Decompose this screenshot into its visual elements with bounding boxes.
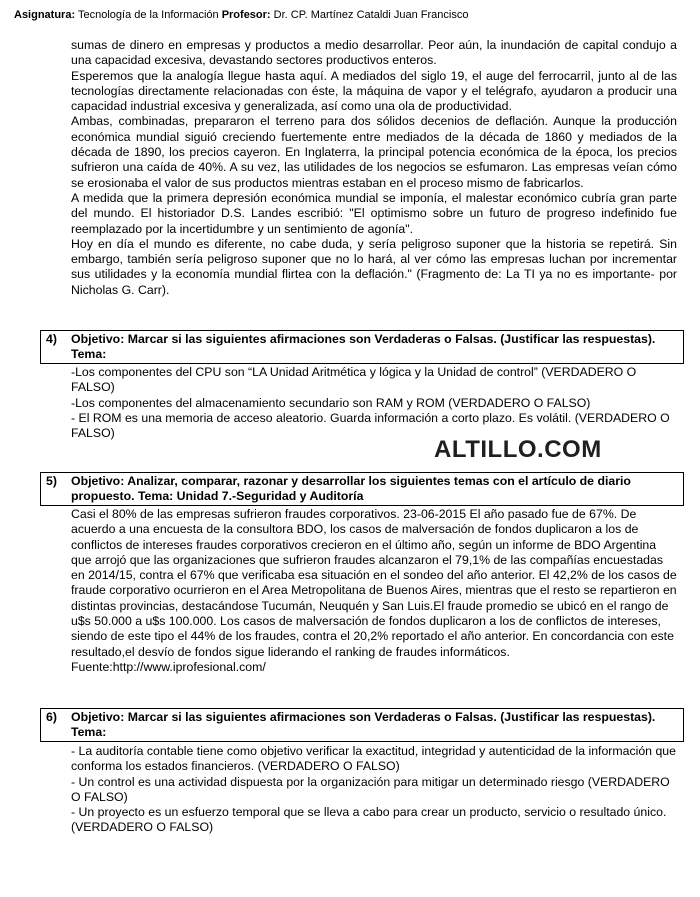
question-title: Objetivo: Marcar si las siguientes afirmaciones son Verdaderas o Falsas. (Justificar las respuestas). Tema: xyxy=(71,710,656,740)
subject-value: Tecnología de la Información xyxy=(75,9,222,21)
question-title: Objetivo: Marcar si las siguientes afirmaciones son Verdaderas o Falsas. (Justificar las respuestas). Tema: xyxy=(71,332,656,362)
question-title: Objetivo: Analizar, comparar, razonar y desarrollar los siguientes temas con el artículo de diario propuesto. Tema: Unidad 7.-Seguridad y Auditoría xyxy=(71,474,631,504)
question-number: 6) xyxy=(46,710,57,724)
passage-paragraph: sumas de dinero en empresas y productos a medio desarrollar. Peor aún, la inundación de capital condujo a una capacidad excesiva, devastando sectores productivos enteros. xyxy=(71,38,677,68)
question-4-header xyxy=(40,330,684,364)
passage-paragraph: Ambas, combinadas, prepararon el terreno para dos sólidos decenios de deflación. Aunque la producción económica mundial siguió creciendo fuertemente entre mediados de la década de 1860 y mediados de la década de 1890, los precios cayeron. En Inglaterra, la principal potencia económica de la época, los precios sufrieron una caída de 40%. A su vez, las utilidades de los negocios se esfumaron. Las empresas veían cómo se erosionaba el valor de sus productos mientras estaban en el proceso mismo de fabricarlos. xyxy=(71,114,677,190)
article-source: Fuente:http://www.iprofesional.com/ xyxy=(71,659,266,674)
statement-item: -Los componentes del almacenamiento secundario son RAM y ROM (VERDADERO O FALSO) xyxy=(71,395,591,410)
statement-item: - La auditoría contable tiene como objetivo verificar la exactitud, integridad y autenticidad de la información que conforma los estados financieros. (VERDADERO O FALSO) xyxy=(71,744,676,774)
subject-label: Asignatura: xyxy=(14,9,76,21)
document-header xyxy=(14,9,468,21)
reading-passage xyxy=(71,38,677,298)
question-6-header xyxy=(40,708,684,742)
question-number: 4) xyxy=(46,332,57,346)
passage-paragraph: A medida que la primera depresión económica mundial se imponía, el malestar económico cubría gran parte del mundo. El historiador D.S. Landes escribió: "El optimismo sobre un futuro de progreso indefinido fue reemplazado por la incertidumbre y un sentimiento de agonía". xyxy=(71,190,677,236)
question-5-article xyxy=(71,507,677,675)
question-5-header xyxy=(40,472,684,506)
article-body: Casi el 80% de las empresas sufrieron fraudes corporativos. 23-06-2015 El año pasado fue de 67%. De acuerdo a una encuesta de la consultora BDO, los casos de malversación de fondos duplicaron a los de conflictos de intereses fraudes corporativos crecieron en el último año, según un informe de BDO Argentina que arrojó que las organizaciones que sufrieron fraudes alcanzaron el 79,1% de las compañías encuestadas en 2014/15, contra el 67% que verificaba esa situación en el sondeo del año anterior. El 42,2% de los casos de fraude corporativo ocurrieron en el Area Metropolitana de Buenos Aires, mientras que el resto se repartieron en distintas provincias, destacándose Tucumán, Neuquén y San Luis.El fraude promedio se ubicó en el rango de u$s 50.000 a u$s 100.000. Los casos de malversación de fondos duplicaron a los de conflictos de intereses, siendo de este tipo el 44% de los fraudes, contra el 20,2% reportado el año anterior. En concordancia con este resultado,el desvío de fondos sigue liderando el ranking de fraudes informáticos. xyxy=(71,507,677,659)
question-6-items xyxy=(71,744,677,836)
statement-item: - El ROM es una memoria de acceso aleatorio. Guarda información a corto plazo. Es volátil. (VERDADERO O FALSO) xyxy=(71,410,670,441)
passage-paragraph: Esperemos que la analogía llegue hasta aquí. A mediados del siglo 19, el auge del ferrocarril, junto al de las tecnologías directamente relacionadas con éste, la máquina de vapor y el telégrafo, ayudaron a producir una capacidad industrial excesiva y generalizada, así como una ola de productividad. xyxy=(71,68,677,114)
passage-paragraph: Hoy en día el mundo es diferente, no cabe duda, y sería peligroso suponer que la historia se repetirá. Sin embargo, también sería peligroso suponer que no lo hará, al ver cómo las empresas luchan por incrementar sus utilidades y la economía mundial flirtea con la deflación." (Fragmento de: La TI ya no es importante- por Nicholas G. Carr). xyxy=(71,236,677,297)
statement-item: -Los componentes del CPU son “LA Unidad Aritmética y lógica y la Unidad de control” (VERDADERO O FALSO) xyxy=(71,365,637,395)
question-4-items xyxy=(71,365,677,441)
professor-label: Profesor: xyxy=(221,9,271,21)
professor-value: Dr. CP. Martínez Cataldi Juan Francisco xyxy=(270,9,469,21)
statement-item: - Un proyecto es un esfuerzo temporal que se lleva a cabo para crear un producto, servicio o resultado único. (VERDADERO O FALSO) xyxy=(71,805,667,835)
statement-item: - Un control es una actividad dispuesta por la organización para mitigar un determinado riesgo (VERDADERO O FALSO) xyxy=(71,774,670,804)
question-number: 5) xyxy=(46,474,57,488)
watermark: ALTILLO.COM xyxy=(434,436,602,463)
